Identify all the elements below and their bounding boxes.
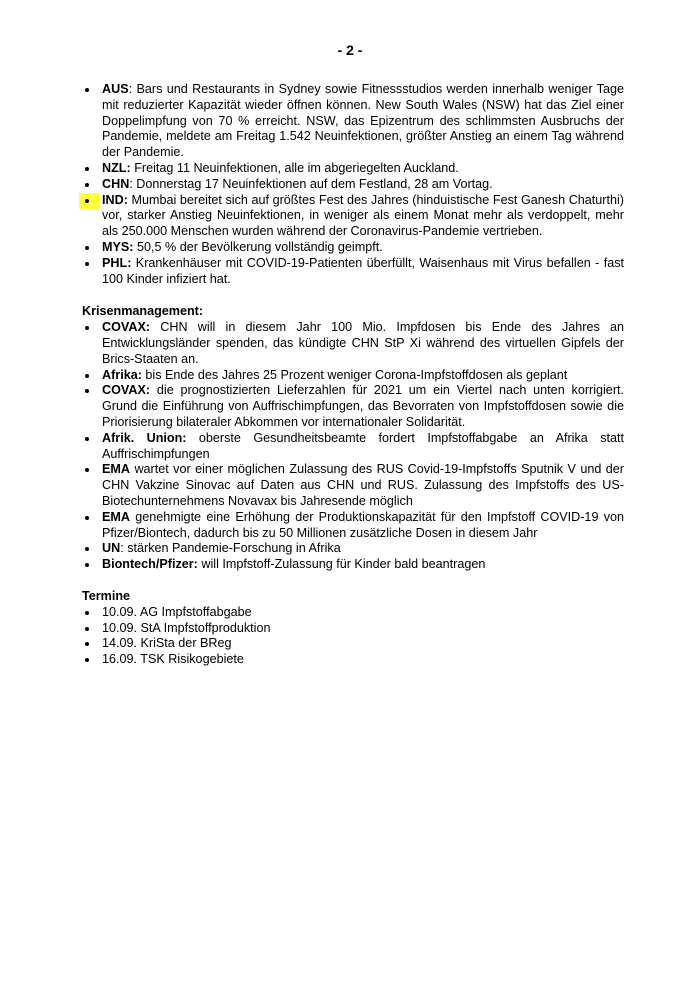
list-item (82, 557, 624, 573)
item-text: Mumbai bereitet sich auf größtes Fest des Jahres (hinduistische Fest Ganesh Chaturthi) vor, starker Anstieg Neuinfektionen, in weniger als einem Monat mehr als verdoppelt, mehr als 250.000 Menschen wurden während der Coronavirus-Pandemie vertrieben. (102, 192, 624, 239)
page-number: - 2 - (337, 42, 363, 58)
crisis-list (82, 320, 624, 573)
item-text: wartet vor einer möglichen Zulassung des RUS Covid-19-Impfstoffs Sputnik V und der CHN Vakzine Sinovac auf Daten aus CHN und RUS. Zulassung des Impfstoffs des US-Biotechunternehmens Novavax bis Jahresende möglich (102, 462, 624, 508)
item-label: EMA (102, 462, 130, 477)
bullet-icon (82, 368, 102, 384)
list-item (82, 383, 624, 430)
bullet-icon (82, 256, 102, 272)
bullet-icon (82, 431, 102, 447)
bullet-icon (82, 462, 102, 478)
item-label: Afrik. Union: (102, 430, 187, 445)
item-label: Biontech/Pfizer: (102, 557, 198, 572)
item-text: Bars und Restaurants in Sydney sowie Fitnessstudios werden innerhalb weniger Tage mit reduzierter Kapazität wieder öffnen können. New South Wales (NSW) hat das Ziel einer Doppelimpfung von 70 % erreicht. NSW, das Epizentrum des schlimmsten Ausbruchs der Pandemie, meldete am Freitag 1.542 Neuinfektionen, größter Anstieg an einem Tag während der Pandemie. (102, 82, 624, 160)
item-text: die prognostizierten Lieferzahlen für 2021 um ein Viertel nach unten korrigiert. Grund die Einführung von Auffrischimpfungen, das Bevorraten von Impfstoffdosen sowie die Priorisierung bilateraler Abkommen vor internationaler Solidarität. (102, 383, 625, 429)
bullet-icon (82, 636, 102, 652)
bullet-icon (82, 510, 102, 526)
item-text: stärken Pandemie-Forschung in Afrika (127, 541, 341, 556)
list-item: UN: stärken Pandemie-Forschung in Afrika (82, 541, 624, 557)
section-heading-crisis: Krisenmanagement: (82, 304, 204, 319)
list-item: CHN: Donnerstag 17 Neuinfektionen auf dem Festland, 28 am Vortag. (82, 177, 624, 193)
list-item (82, 368, 624, 384)
appointment-text: 16.09. TSK Risikogebiete (102, 652, 244, 667)
bullet-icon (82, 557, 102, 573)
bullet-icon (82, 621, 102, 637)
bullet-icon (82, 177, 102, 193)
document-body (82, 82, 624, 668)
item-label: COVAX: (102, 383, 151, 398)
bullet-icon (82, 240, 102, 256)
list-item (82, 510, 624, 542)
bullet-icon (82, 161, 102, 177)
item-text: Freitag 11 Neuinfektionen, alle im abgeriegelten Auckland. (134, 160, 459, 175)
list-item (82, 240, 624, 256)
section-heading-appointments: Termine (82, 588, 131, 603)
item-label: CHN (102, 176, 130, 191)
item-label: MYS: (102, 239, 134, 254)
item-text: CHN will in diesem Jahr 100 Mio. Impfdosen bis Ende des Jahres an Entwicklungsländer spenden, das kündigte CHN StP Xi während des virtuellen Gipfels der Brics-Staaten an. (102, 320, 624, 366)
item-text: Donnerstag 17 Neuinfektionen auf dem Festland, 28 am Vortag. (136, 176, 493, 191)
item-label: AUS (102, 82, 129, 96)
item-label: PHL: (102, 255, 132, 270)
item-text: 50,5 % der Bevölkerung vollständig geimpft. (136, 239, 383, 254)
bullet-icon (82, 652, 102, 668)
item-text: Krankenhäuser mit COVID-19-Patienten überfüllt, Waisenhaus mit Virus befallen - fast 100 Kinder infiziert hat. (102, 255, 625, 286)
item-text: bis Ende des Jahres 25 Prozent weniger Corona-Impfstoffdosen als geplant (145, 367, 568, 382)
list-item (82, 161, 624, 177)
list-item: AUS: Bars und Restaurants in Sydney sowie Fitnessstudios werden innerhalb weniger Tage mit reduzierter Kapazität wieder öffnen können. New South Wales (NSW) hat das Ziel einer Doppelimpfung von 70 % erreicht. NSW, das Epizentrum des schlimmsten Ausbruchs der Pandemie, meldete am Freitag 1.542 Neuinfektionen, größter Anstieg an einem Tag während der Pandemie. (82, 82, 624, 161)
list-item (82, 320, 624, 367)
item-label: EMA (102, 509, 130, 524)
news-list (82, 82, 624, 287)
item-text: genehmigte eine Erhöhung der Produktionskapazität für den Impfstoff COVID-19 von Pfizer/Biontech, dadurch bis zu 50 Millionen zusätzliche Dosen in diesem Jahr (102, 509, 624, 540)
item-label: COVAX: (102, 320, 151, 335)
list-item (82, 431, 624, 463)
bullet-icon (82, 82, 102, 98)
appointment-text: 10.09. AG Impfstoffabgabe (102, 604, 252, 619)
bullet-icon (82, 320, 102, 336)
appointment-text: 14.09. KriSta der BReg (102, 636, 232, 651)
item-label: NZL: (102, 160, 131, 175)
list-item (82, 193, 624, 240)
list-item (82, 462, 624, 509)
appointment-text: 10.09. StA Impfstoffproduktion (102, 620, 271, 635)
list-item (82, 652, 624, 668)
list-item (82, 605, 624, 621)
highlight-mark (79, 193, 99, 209)
item-label: IND: (102, 192, 128, 207)
item-label: UN (102, 541, 121, 556)
list-item (82, 621, 624, 637)
appointments-list (82, 605, 624, 668)
list-item (82, 636, 624, 652)
item-text: will Impfstoff-Zulassung für Kinder bald beantragen (201, 557, 486, 572)
item-text: oberste Gesundheitsbeamte fordert Impfstoffabgabe an Afrika statt Auffrischimpfungen (102, 430, 624, 461)
bullet-icon (82, 541, 102, 557)
list-item (82, 256, 624, 288)
item-label: Afrika: (102, 367, 142, 382)
highlighted-bullet-icon (79, 193, 100, 209)
bullet-icon (82, 383, 102, 399)
bullet-icon (82, 605, 102, 621)
